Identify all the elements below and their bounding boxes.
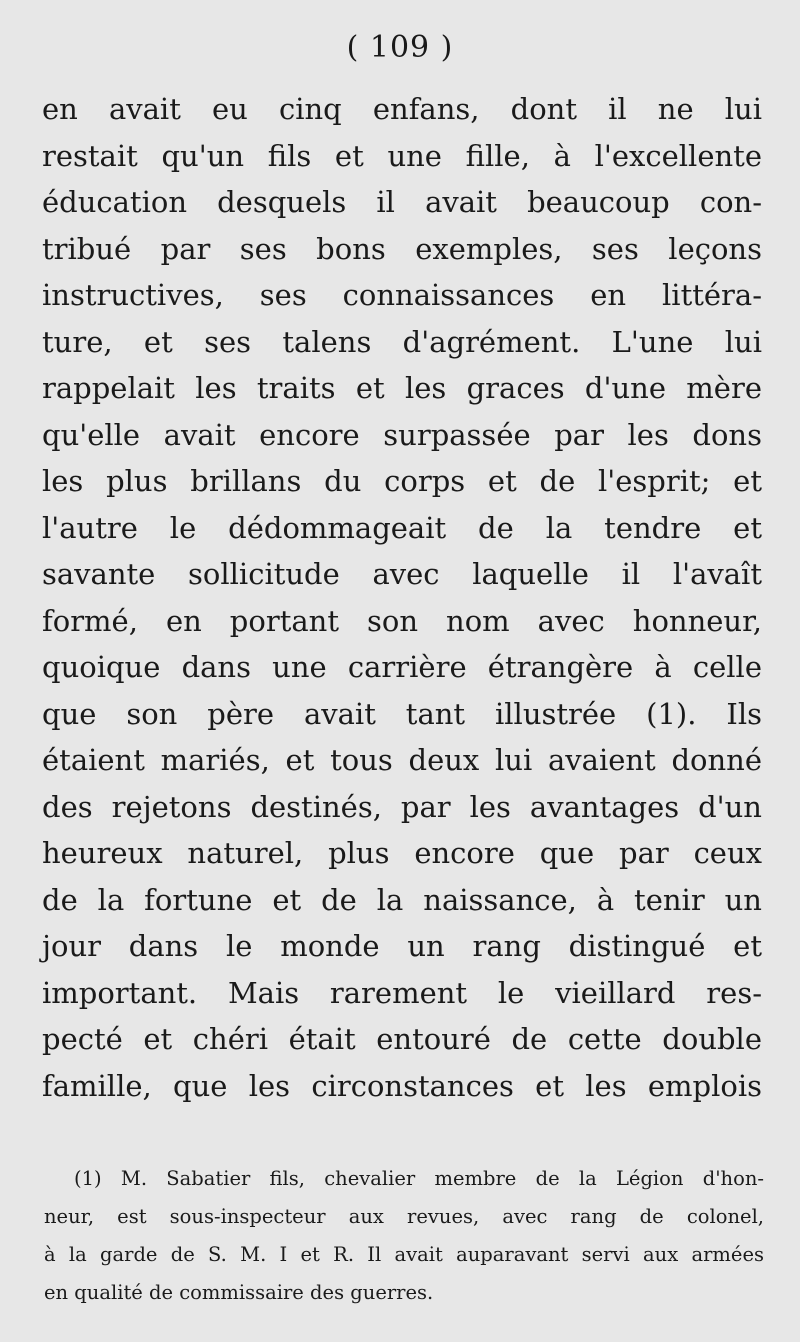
body-line: important. Mais rarement le vieillard res- (42, 975, 762, 1010)
footnote-line: à la garde de S. M. I et R. Il avait auparavant servi aux armées (44, 1243, 764, 1266)
body-line: en avait eu cinq enfans, dont il ne lui (42, 92, 762, 126)
footnote-line: (1) M. Sabatier fils, chevalier membre de la Légion d'hon- (74, 1167, 764, 1190)
body-line: ture, et ses talens d'agrément. L'une lui (42, 324, 762, 359)
body-line: que son père avait tant illustrée (1). Ils (42, 696, 762, 731)
body-line: pecté et chéri était entouré de cette double (42, 1022, 762, 1056)
body-line: restait qu'un fils et une fille, à l'excellente (42, 138, 762, 173)
body-line: rappelait les traits et les graces d'une mère (42, 371, 762, 405)
body-line: heureux naturel, plus encore que par ceux (42, 836, 762, 870)
footnote (44, 1160, 764, 1312)
body-line: de la fortune et de la naissance, à tenir un (42, 882, 762, 917)
body-line: étaient mariés, et tous deux lui avaient donné (42, 743, 762, 777)
footnote-line: en qualité de commissaire des guerres. (44, 1281, 434, 1304)
body-line: instructives, ses connaissances en littéra- (42, 278, 762, 312)
page-number: ( 109 ) (346, 30, 454, 65)
body-line: les plus brillans du corps et de l'esprit; et (42, 464, 762, 498)
body-text (42, 86, 762, 1109)
footnote-line: neur, est sous-inspecteur aux revues, avec rang de colonel, (44, 1205, 764, 1228)
body-line: formé, en portant son nom avec honneur, (42, 603, 762, 638)
body-line: qu'elle avait encore surpassée par les dons (42, 417, 762, 452)
body-line: tribué par ses bons exemples, ses leçons (42, 231, 762, 266)
body-line: savante sollicitude avec laquelle il l'avaît (42, 557, 762, 591)
body-line: jour dans le monde un rang distingué et (42, 929, 762, 963)
body-line: quoique dans une carrière étrangère à celle (42, 650, 762, 684)
body-line: des rejetons destinés, par les avantages d'un (42, 789, 762, 824)
body-line: l'autre le dédommageait de la tendre et (42, 510, 762, 545)
body-line: famille, que les circonstances et les emplois (42, 1068, 762, 1103)
body-line: éducation desquels il avait beaucoup con- (42, 185, 762, 219)
